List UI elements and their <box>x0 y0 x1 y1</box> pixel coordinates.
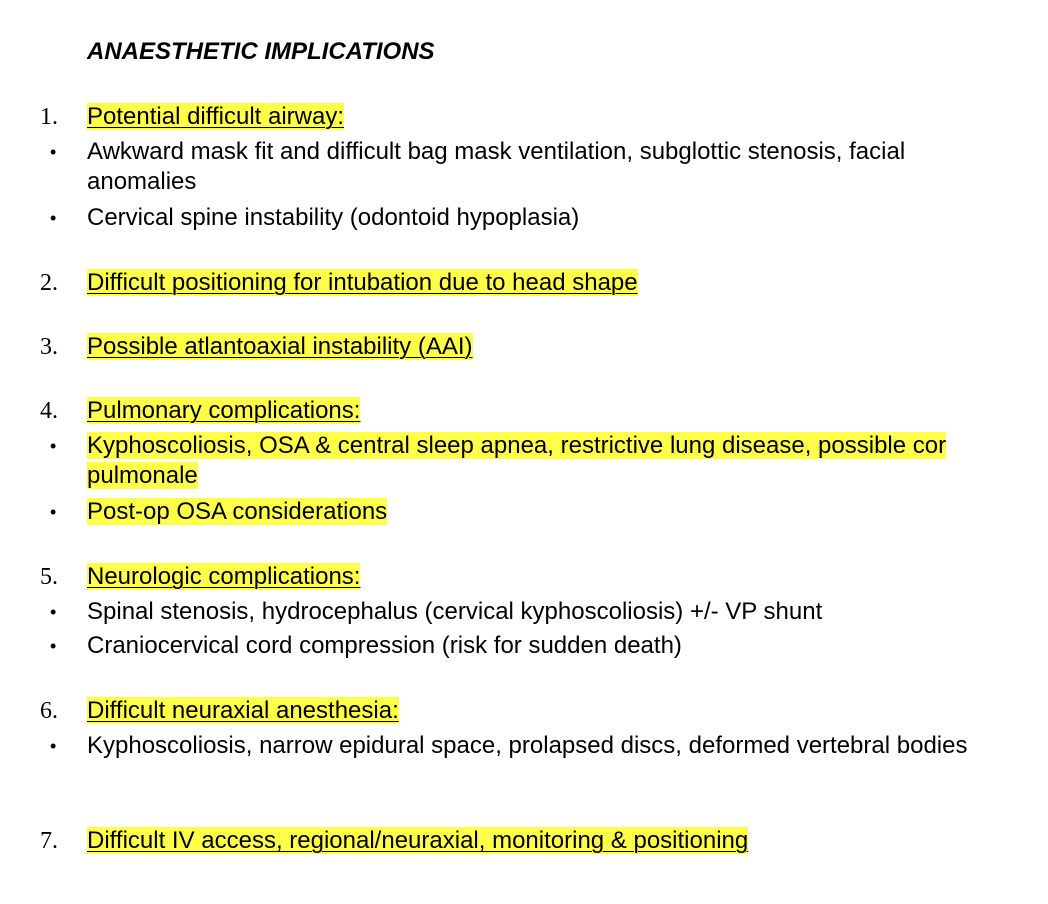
section-heading-6-text: Difficult neuraxial anesthesia: <box>87 697 399 724</box>
section-heading-1-text: Potential difficult airway: <box>87 103 345 130</box>
bullet-marker: • <box>50 502 57 522</box>
bullet-marker: • <box>50 436 57 456</box>
list-number-1: 1. <box>40 104 58 130</box>
section-heading-4 <box>87 396 1017 426</box>
list-number-3: 3. <box>40 334 58 360</box>
bullet-text: Craniocervical cord compression (risk for sudden death) <box>87 632 682 659</box>
bullet-text: Kyphoscoliosis, narrow epidural space, prolapsed discs, deformed vertebral bodies <box>87 732 968 759</box>
section-heading-1 <box>87 102 1017 132</box>
list-number-7: 7. <box>40 828 58 854</box>
section-heading-7 <box>87 826 1017 856</box>
list-number-5: 5. <box>40 564 58 590</box>
section-heading-3 <box>87 332 1017 362</box>
bullet-text <box>87 431 1017 491</box>
section-heading-7-text: Difficult IV access, regional/neuraxial, monitoring & positioning <box>87 827 749 854</box>
bullet-text: Awkward mask fit and difficult bag mask ventilation, subglottic stenosis, facial anomalies <box>87 138 906 195</box>
section-heading-2 <box>87 268 1017 298</box>
bullet-text: Spinal stenosis, hydrocephalus (cervical kyphoscoliosis) +/- VP shunt <box>87 598 823 625</box>
section-heading-5-text: Neurologic complications: <box>87 563 361 590</box>
bullet-text-highlighted: Kyphoscoliosis, OSA & central sleep apnea, restrictive lung disease, possible cor pulmonale <box>87 432 947 489</box>
bullet-marker: • <box>50 142 57 162</box>
bullet-marker: • <box>50 208 57 228</box>
document-title: ANAESTHETIC IMPLICATIONS <box>87 38 435 65</box>
bullet-text-highlighted: Post-op OSA considerations <box>87 498 388 525</box>
section-heading-3-text: Possible atlantoaxial instability (AAI) <box>87 333 473 360</box>
list-number-4: 4. <box>40 398 58 424</box>
list-number-2: 2. <box>40 270 58 296</box>
bullet-marker: • <box>50 736 57 756</box>
list-number-6: 6. <box>40 698 58 724</box>
section-heading-2-text: Difficult positioning for intubation due to head shape <box>87 269 638 296</box>
bullet-text <box>87 497 1017 527</box>
bullet-marker: • <box>50 602 57 622</box>
bullet-text: Cervical spine instability (odontoid hypoplasia) <box>87 204 580 231</box>
section-heading-6 <box>87 696 1017 726</box>
section-heading-4-text: Pulmonary complications: <box>87 397 361 424</box>
bullet-marker: • <box>50 636 57 656</box>
section-heading-5 <box>87 562 1017 592</box>
